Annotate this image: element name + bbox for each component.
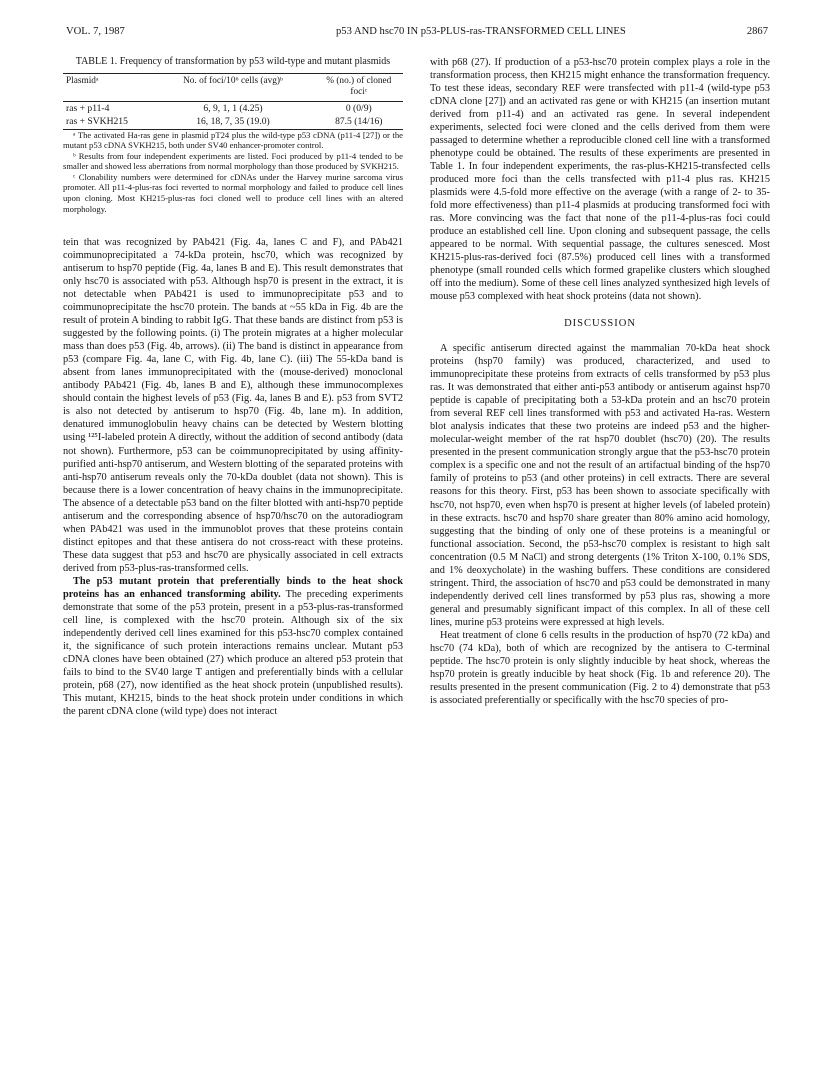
right-column: [430, 56, 770, 707]
table-cell: ras + SVKH215: [66, 116, 128, 127]
body-paragraph: [63, 575, 403, 718]
table-cell: 87.5 (14/16): [335, 116, 383, 127]
table-title: TABLE 1. Frequency of transformation by p53 wild-type and mutant plasmids: [75, 56, 391, 67]
table-cell: ras + p11-4: [66, 102, 110, 114]
paragraph-heading: The p53 mutant protein that preferentially binds to the heat shock proteins has an enhanced transforming ability.: [63, 575, 403, 600]
table-row: [63, 115, 403, 129]
column-header: % (no.) of cloned fociᶜ: [326, 75, 392, 97]
table-header-row: [63, 73, 403, 101]
table-cell: 0 (0/9): [345, 102, 372, 114]
body-paragraph: A specific antiserum directed against the mammalian 70-kDa heat shock proteins (hsp70 family) was produced, characterized, and used to immunoprecipitate these proteins from extracts of cells transformed by p53 plus ras. It was demonstrated that either anti-p53 antibody or antiserum against hsp70 peptide is capable of precipitating both a 53-kDa protein and an hsc70 protein from several REF cell lines transformed with p53 and activated Ha-ras. Western blot analysis indicates that these two proteins are indeed p53 and the higher-molecular-weight member of the rat hsp70 doublet (hsc70) (20). The results presented in the present communication strongly argue that the p53-hsc70 protein complex is a specific one and not the result of an artifactual binding of the hsp70 family of proteins to p53 (and other proteins) in cell extracts. There are several reasons for this theory. First, p53 has been shown to associate specifically with hsc70, not hsp70, even when hsp70 is present at higher levels (of labeled protein) in these extracts. hsc70 and hsp70 share greater than 80% amino acid homology, suggesting that the binding of only one of these proteins is a meaningful or functional association. Second, the p53-hsc70 complex is resistant to high salt concentration (0.5 M NaCl) and strong detergents (1% Triton X-100, 0.1% SDS, and 1% deoxycholate) in the washing buffers. These conditions are considered stringent. Third, the association of hsc70 and p53 could be demonstrated in many independently derived cell lines transformed by p53 plus ras, showing a more general and presumably significant impact of this complex. In all of these cell lines, murine p53 proteins were expressed at high levels.: [430, 343, 770, 628]
paragraph-text: The preceding experiments demonstrate that some of the p53 protein, present in a p53-plus-ras-transformed cell line, is complexed with the hsc70 protein. Although six of the six independently derived cell lines examined for this p53-hsc70 complex contained it, the significance of such protein interactions remains unclear. Mutant p53 cDNA clones have been obtained (27) which produce an altered p53 protein that fails to bind to the SV40 large T antigen and preferentially binds with a cellular protein, p68 (27), now identified as the heat shock protein (unpublished results). This mutant, KH215, binds to the heat shock protein under conditions in which the parent cDNA clone (wild type) does not interact: [63, 588, 404, 717]
body-paragraph: Heat treatment of clone 6 cells results in the production of hsp70 (72 kDa) and hsc70 (74 kDa), both of which are recognized by the antisera to C-terminal peptide. The hsc70 protein is only slightly inducible by heat shock, whereas the hsp70 protein is greatly inducible by heat shock (Fig. 1b and reference 20). The results presented in the present communication (Fig. 2 to 4) demonstrate that p53 is associated preferentially or specifically with the hsc70 species of pro-: [430, 629, 770, 706]
body-paragraph: tein that was recognized by PAb421 (Fig. 4a, lanes C and F), and PAb421 coimmunoprecipitated a 74-kDa protein, hsc70, which was recognized by antiserum to hsp70 peptide (Fig. 4a, lanes B and E). This result demonstrates that only hsc70 is associated with p53. Although hsp70 is present in the extract, it is not detectable when PAb421 is used to immunoprecipitate p53 and to coimmunoprecipitate the hsc70 protein. The bands at ~55 kDa in Fig. 4b are the result of protein A binding to rabbit IgG. That these bands are distinct from p53 is suggested by the following points. (i) The protein migrates at a higher molecular mass than does p53 (Fig. 4b, arrows). (ii) The band is distinct in appearance from p53 (compare Fig. 4a, lane C, with Fig. 4b, lane C). (iii) The 55-kDa band is absent from lanes immunoprecipitated with the (mouse-derived) monoclonal antibody PAb421 (Fig. 4b, lanes B and E), although these immunocomplexes should contain the highest levels of p53 (Fig. 4a, lanes B and E). p53 from SVT2 is also not detected by antiserum to hsp70 (Fig. 4b, lane m). In addition, denatured immunoglobulin heavy chains can be detected by Western blotting using ¹²⁵I-labeled protein A directly, without the addition of second antibody (data not shown). Furthermore, p53 can be coimmunoprecipitated by using affinity-purified anti-hsp70 antiserum, and Western blotting of the separated proteins with anti-hsp70 antiserum reveals only the 70-kDa doublet (data not shown). This is because there is a lower concentration of heavy chains in the immunoprecipitate. The absence of a detectable p53 band on the filter blotted with anti-hsp70 peptide antiserum and the corresponding absence of hsp70/hsc70 on the autoradiogram when PAb421 was used in the immunoblot proves that these proteins contain distinct epitopes and that these antisera do not cross-react with these proteins. These data suggest that p53 and hsc70 are physically associated in cell extracts derived from p53-plus-ras-transformed cells.: [63, 237, 403, 574]
table-cell: 6, 9, 1, 1 (4.25): [203, 102, 263, 114]
running-title: p53 AND hsc70 IN p53-PLUS-ras-TRANSFORMED CELL LINES: [336, 26, 626, 37]
section-heading: DISCUSSION: [564, 318, 636, 330]
frequency-table: [63, 73, 403, 130]
column-header: No. of foci/10⁶ cells (avg)ᵇ: [183, 75, 283, 86]
left-column: [63, 56, 403, 718]
table-1: [63, 56, 403, 214]
table-row: [63, 101, 403, 115]
volume-label: VOL. 7, 1987: [66, 26, 125, 37]
page-header: [66, 26, 768, 42]
column-header: Plasmidᵃ: [66, 75, 99, 86]
table-cell: 16, 18, 7, 35 (19.0): [196, 116, 270, 127]
table-footnote: ᶜ Clonability numbers were determined for cDNAs under the Harvey murine sarcoma virus promoter. All p11-4-plus-ras foci reverted to normal morphology and failed to produce cell lines upon cloning. Most KH215-plus-ras foci cloned well to produce cell lines with an altered morphology.: [63, 171, 403, 214]
page-number: 2867: [746, 26, 768, 37]
table-footnote: ᵃ The activated Ha-ras gene in plasmid pT24 plus the wild-type p53 cDNA (p11-4 [27]) or the mutant p53 cDNA SVKH215, both under SV40 enhancer-promoter control.: [63, 129, 403, 151]
table-footnote: ᵇ Results from four independent experiments are listed. Foci produced by p11-4 tended to be smaller and showed less aberrations from normal morphology than those produced by SVKH215.: [63, 150, 403, 172]
body-paragraph: with p68 (27). If production of a p53-hsc70 protein complex plays a role in the transformation process, then KH215 might enhance the transformation frequency. To test these ideas, secondary REF were transfected with p11-4 (wild-type p53 cDNA clone [27]) and an activated ras gene or with KH215 (an insertion mutant derived from p11-4) and an activated ras gene. In several independent experiments, selected foci were cloned and the cells derived from them were passaged to determine whether a reproducible cloned cell line with a transformed phenotype could be obtained. The results of these experiments are presented in Table 1. In four independent experiments, the ras-plus-KH215-transfected cells produced more foci than the cells transfected with p11-4 plus ras. KH215 plasmids were 4.5-fold more effective on the average (with a range of 2- to 35-fold more effectiveness) than p11-4 plasmids at producing transformed foci with ras. More convincing was the fact that none of the p11-4-plus-ras foci could produce an established cell line. Upon cloning and subsequent passage, the cells appeared to be normal. With sequential passage, the cultures senesced. Most KH215-plus-ras-derived foci (87.5%) produced cell lines with a transformed phenotype (small rounded cells which formed grapelike clusters which sloughed off into the medium). Some of these cell lines analyzed synthesized high levels of mouse p53 complexed with heat shock proteins (data not shown).: [430, 57, 770, 303]
